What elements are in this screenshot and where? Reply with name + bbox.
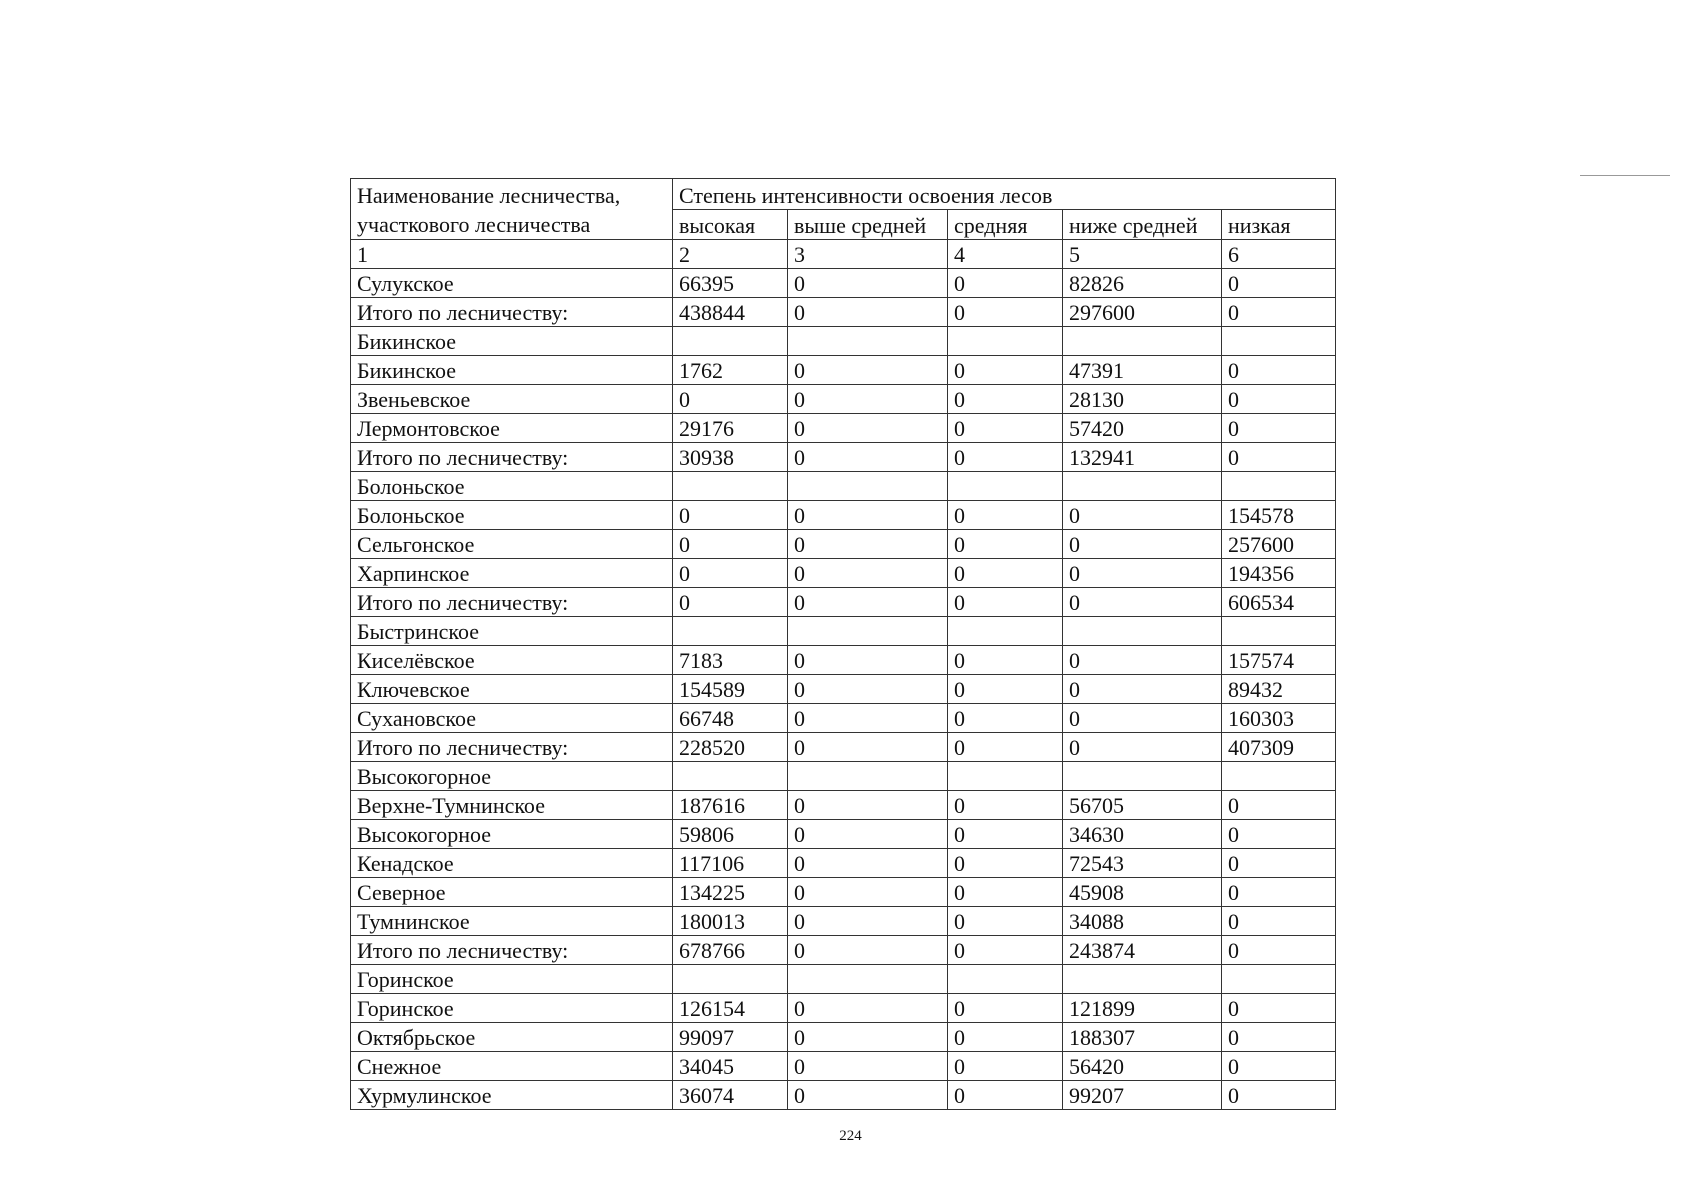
row-name-cell: Итого по лесничеству: <box>351 443 673 472</box>
row-value-cell: 0 <box>948 588 1063 617</box>
table-row <box>351 327 1336 356</box>
header-name-column: Наименование лесничества, участкового лесничества <box>351 179 673 240</box>
row-value-cell <box>673 472 788 501</box>
row-value-cell: 154589 <box>673 675 788 704</box>
row-name-cell: Горинское <box>351 994 673 1023</box>
row-value-cell: 0 <box>788 1052 948 1081</box>
row-value-cell: 0 <box>1222 1023 1336 1052</box>
row-value-cell <box>1222 327 1336 356</box>
row-name-cell: Итого по лесничеству: <box>351 733 673 762</box>
header-sub-cell: ниже средней <box>1063 209 1222 240</box>
header-sub-cell: средняя <box>948 209 1063 240</box>
row-value-cell: 0 <box>673 588 788 617</box>
row-value-cell <box>948 762 1063 791</box>
row-name-cell: Звеньевское <box>351 385 673 414</box>
table-row <box>351 820 1336 849</box>
table-row <box>351 907 1336 936</box>
row-value-cell: 0 <box>1222 443 1336 472</box>
row-value-cell: 0 <box>948 414 1063 443</box>
row-value-cell: 0 <box>788 878 948 907</box>
row-value-cell: 243874 <box>1063 936 1222 965</box>
table-row <box>351 791 1336 820</box>
row-value-cell: 0 <box>948 356 1063 385</box>
scan-artifact <box>1580 175 1670 176</box>
row-value-cell: 0 <box>1222 269 1336 298</box>
page-number: 224 <box>839 1128 862 1144</box>
header-number-cell: 6 <box>1222 240 1336 269</box>
row-name-cell: Итого по лесничеству: <box>351 588 673 617</box>
row-value-cell: 0 <box>948 646 1063 675</box>
header-sub-cell: низкая <box>1222 209 1336 240</box>
row-value-cell: 0 <box>1063 675 1222 704</box>
row-value-cell: 606534 <box>1222 588 1336 617</box>
row-value-cell <box>1222 965 1336 994</box>
row-value-cell: 188307 <box>1063 1023 1222 1052</box>
row-value-cell: 0 <box>948 907 1063 936</box>
row-value-cell: 34088 <box>1063 907 1222 936</box>
row-value-cell: 0 <box>788 385 948 414</box>
row-value-cell <box>1222 472 1336 501</box>
row-value-cell: 132941 <box>1063 443 1222 472</box>
row-value-cell: 157574 <box>1222 646 1336 675</box>
row-value-cell: 0 <box>948 878 1063 907</box>
header-sub-cell: высокая <box>673 209 788 240</box>
row-value-cell: 134225 <box>673 878 788 907</box>
row-value-cell: 82826 <box>1063 269 1222 298</box>
row-value-cell <box>1063 327 1222 356</box>
row-value-cell <box>788 472 948 501</box>
row-name-cell: Итого по лесничеству: <box>351 298 673 327</box>
row-value-cell: 194356 <box>1222 559 1336 588</box>
table-row <box>351 617 1336 646</box>
header-number-cell: 5 <box>1063 240 1222 269</box>
row-name-cell: Кенадское <box>351 849 673 878</box>
row-value-cell <box>788 617 948 646</box>
row-value-cell: 0 <box>788 704 948 733</box>
row-value-cell: 0 <box>1222 385 1336 414</box>
row-name-cell: Верхне-Тумнинское <box>351 791 673 820</box>
row-value-cell: 0 <box>1063 704 1222 733</box>
row-value-cell: 0 <box>948 733 1063 762</box>
row-value-cell: 0 <box>788 791 948 820</box>
row-name-cell: Бикинское <box>351 356 673 385</box>
row-value-cell: 257600 <box>1222 530 1336 559</box>
table-row <box>351 443 1336 472</box>
row-name-cell: Сухановское <box>351 704 673 733</box>
table-row <box>351 1052 1336 1081</box>
row-name-cell: Северное <box>351 878 673 907</box>
header-row-group <box>351 179 1336 210</box>
row-value-cell: 0 <box>948 443 1063 472</box>
row-value-cell: 160303 <box>1222 704 1336 733</box>
row-value-cell: 0 <box>788 356 948 385</box>
row-value-cell: 0 <box>1222 1081 1336 1110</box>
row-value-cell: 180013 <box>673 907 788 936</box>
row-value-cell: 36074 <box>673 1081 788 1110</box>
row-value-cell: 66748 <box>673 704 788 733</box>
row-value-cell: 0 <box>788 1081 948 1110</box>
row-value-cell: 0 <box>1063 588 1222 617</box>
row-value-cell: 28130 <box>1063 385 1222 414</box>
table-row <box>351 936 1336 965</box>
row-value-cell: 0 <box>788 733 948 762</box>
row-name-cell: Высокогорное <box>351 820 673 849</box>
row-value-cell: 0 <box>673 501 788 530</box>
row-value-cell: 407309 <box>1222 733 1336 762</box>
table-row <box>351 530 1336 559</box>
row-value-cell <box>673 327 788 356</box>
row-value-cell: 117106 <box>673 849 788 878</box>
row-value-cell: 297600 <box>1063 298 1222 327</box>
row-value-cell: 0 <box>673 385 788 414</box>
row-value-cell: 0 <box>673 559 788 588</box>
row-name-cell: Сулукское <box>351 269 673 298</box>
row-value-cell: 0 <box>948 849 1063 878</box>
row-value-cell: 0 <box>788 646 948 675</box>
row-value-cell: 0 <box>1222 1052 1336 1081</box>
row-value-cell <box>673 965 788 994</box>
row-value-cell: 0 <box>788 443 948 472</box>
row-value-cell <box>673 617 788 646</box>
row-value-cell <box>788 327 948 356</box>
row-name-cell: Сельгонское <box>351 530 673 559</box>
row-value-cell <box>1063 472 1222 501</box>
row-value-cell: 34045 <box>673 1052 788 1081</box>
row-value-cell: 0 <box>788 820 948 849</box>
row-value-cell: 0 <box>1222 820 1336 849</box>
row-value-cell: 0 <box>948 1052 1063 1081</box>
row-value-cell: 0 <box>788 1023 948 1052</box>
table-row <box>351 965 1336 994</box>
table-row <box>351 1081 1336 1110</box>
table-row <box>351 269 1336 298</box>
row-value-cell: 34630 <box>1063 820 1222 849</box>
row-value-cell: 678766 <box>673 936 788 965</box>
row-value-cell <box>1063 762 1222 791</box>
row-name-cell: Октябрьское <box>351 1023 673 1052</box>
row-value-cell: 1762 <box>673 356 788 385</box>
row-value-cell: 0 <box>1222 936 1336 965</box>
row-name-cell: Быстринское <box>351 617 673 646</box>
row-name-cell: Болоньское <box>351 472 673 501</box>
row-value-cell <box>788 762 948 791</box>
row-value-cell: 0 <box>948 1081 1063 1110</box>
row-value-cell: 0 <box>948 269 1063 298</box>
row-value-cell: 0 <box>1063 733 1222 762</box>
row-value-cell: 0 <box>948 298 1063 327</box>
row-value-cell: 0 <box>1222 907 1336 936</box>
row-value-cell: 0 <box>948 530 1063 559</box>
row-value-cell: 0 <box>1222 849 1336 878</box>
row-value-cell: 0 <box>1063 646 1222 675</box>
row-name-cell: Тумнинское <box>351 907 673 936</box>
row-value-cell: 29176 <box>673 414 788 443</box>
row-value-cell: 0 <box>1063 559 1222 588</box>
row-value-cell: 0 <box>788 559 948 588</box>
row-value-cell: 0 <box>948 501 1063 530</box>
row-value-cell <box>948 965 1063 994</box>
row-name-cell: Хурмулинское <box>351 1081 673 1110</box>
table-row <box>351 472 1336 501</box>
header-number-cell: 4 <box>948 240 1063 269</box>
header-sub-cell: выше средней <box>788 209 948 240</box>
row-value-cell: 45908 <box>1063 878 1222 907</box>
row-value-cell: 0 <box>948 675 1063 704</box>
row-value-cell <box>1222 762 1336 791</box>
row-value-cell: 0 <box>788 994 948 1023</box>
row-value-cell: 0 <box>1222 878 1336 907</box>
row-name-cell: Бикинское <box>351 327 673 356</box>
row-value-cell <box>948 617 1063 646</box>
row-value-cell: 0 <box>1222 298 1336 327</box>
row-name-cell: Горинское <box>351 965 673 994</box>
row-value-cell: 0 <box>948 820 1063 849</box>
header-number-cell: 3 <box>788 240 948 269</box>
row-name-cell: Ключевское <box>351 675 673 704</box>
row-value-cell <box>788 965 948 994</box>
row-value-cell: 0 <box>788 907 948 936</box>
row-value-cell: 187616 <box>673 791 788 820</box>
row-name-cell: Снежное <box>351 1052 673 1081</box>
row-value-cell: 0 <box>788 530 948 559</box>
row-value-cell: 0 <box>948 936 1063 965</box>
header-intensity-group: Степень интенсивности освоения лесов <box>673 179 1336 210</box>
row-value-cell: 0 <box>948 1023 1063 1052</box>
row-value-cell: 0 <box>788 675 948 704</box>
row-value-cell: 66395 <box>673 269 788 298</box>
row-value-cell: 0 <box>788 298 948 327</box>
table-row <box>351 1023 1336 1052</box>
row-value-cell: 89432 <box>1222 675 1336 704</box>
row-name-cell: Харпинское <box>351 559 673 588</box>
row-value-cell: 47391 <box>1063 356 1222 385</box>
row-value-cell: 0 <box>948 385 1063 414</box>
row-value-cell: 154578 <box>1222 501 1336 530</box>
row-value-cell: 0 <box>948 994 1063 1023</box>
forestry-table-container <box>350 178 1335 1110</box>
row-value-cell: 7183 <box>673 646 788 675</box>
table-row <box>351 994 1336 1023</box>
row-value-cell: 0 <box>1222 414 1336 443</box>
row-value-cell: 0 <box>948 704 1063 733</box>
table-row <box>351 501 1336 530</box>
header-row-numbers <box>351 240 1336 269</box>
row-name-cell: Киселёвское <box>351 646 673 675</box>
row-value-cell: 0 <box>788 269 948 298</box>
row-value-cell: 30938 <box>673 443 788 472</box>
row-value-cell: 0 <box>948 791 1063 820</box>
row-name-cell: Высокогорное <box>351 762 673 791</box>
table-row <box>351 762 1336 791</box>
header-number-cell: 2 <box>673 240 788 269</box>
table-row <box>351 878 1336 907</box>
row-value-cell: 0 <box>1222 994 1336 1023</box>
row-value-cell: 438844 <box>673 298 788 327</box>
row-value-cell: 99207 <box>1063 1081 1222 1110</box>
forestry-table <box>350 178 1336 1110</box>
row-value-cell <box>673 762 788 791</box>
row-value-cell <box>1063 617 1222 646</box>
row-value-cell: 99097 <box>673 1023 788 1052</box>
row-value-cell: 0 <box>788 501 948 530</box>
row-value-cell: 0 <box>788 849 948 878</box>
row-value-cell: 0 <box>1063 530 1222 559</box>
table-row <box>351 385 1336 414</box>
row-name-cell: Итого по лесничеству: <box>351 936 673 965</box>
table-row <box>351 588 1336 617</box>
row-value-cell: 0 <box>1222 356 1336 385</box>
table-row <box>351 733 1336 762</box>
row-value-cell: 59806 <box>673 820 788 849</box>
row-value-cell: 56705 <box>1063 791 1222 820</box>
row-value-cell: 72543 <box>1063 849 1222 878</box>
row-value-cell: 0 <box>788 936 948 965</box>
row-value-cell: 126154 <box>673 994 788 1023</box>
row-value-cell: 228520 <box>673 733 788 762</box>
row-value-cell <box>948 327 1063 356</box>
row-value-cell: 0 <box>1063 501 1222 530</box>
row-value-cell <box>1063 965 1222 994</box>
table-row <box>351 704 1336 733</box>
row-value-cell: 57420 <box>1063 414 1222 443</box>
table-row <box>351 559 1336 588</box>
row-value-cell: 0 <box>948 559 1063 588</box>
table-row <box>351 414 1336 443</box>
header-number-cell: 1 <box>351 240 673 269</box>
table-row <box>351 356 1336 385</box>
table-row <box>351 646 1336 675</box>
row-name-cell: Болоньское <box>351 501 673 530</box>
table-row <box>351 298 1336 327</box>
row-value-cell: 0 <box>1222 791 1336 820</box>
row-value-cell: 121899 <box>1063 994 1222 1023</box>
table-row <box>351 849 1336 878</box>
row-value-cell <box>1222 617 1336 646</box>
row-value-cell: 0 <box>673 530 788 559</box>
row-value-cell: 0 <box>788 588 948 617</box>
table-body <box>351 269 1336 1110</box>
row-value-cell: 56420 <box>1063 1052 1222 1081</box>
table-row <box>351 675 1336 704</box>
row-name-cell: Лермонтовское <box>351 414 673 443</box>
row-value-cell: 0 <box>788 414 948 443</box>
row-value-cell <box>948 472 1063 501</box>
